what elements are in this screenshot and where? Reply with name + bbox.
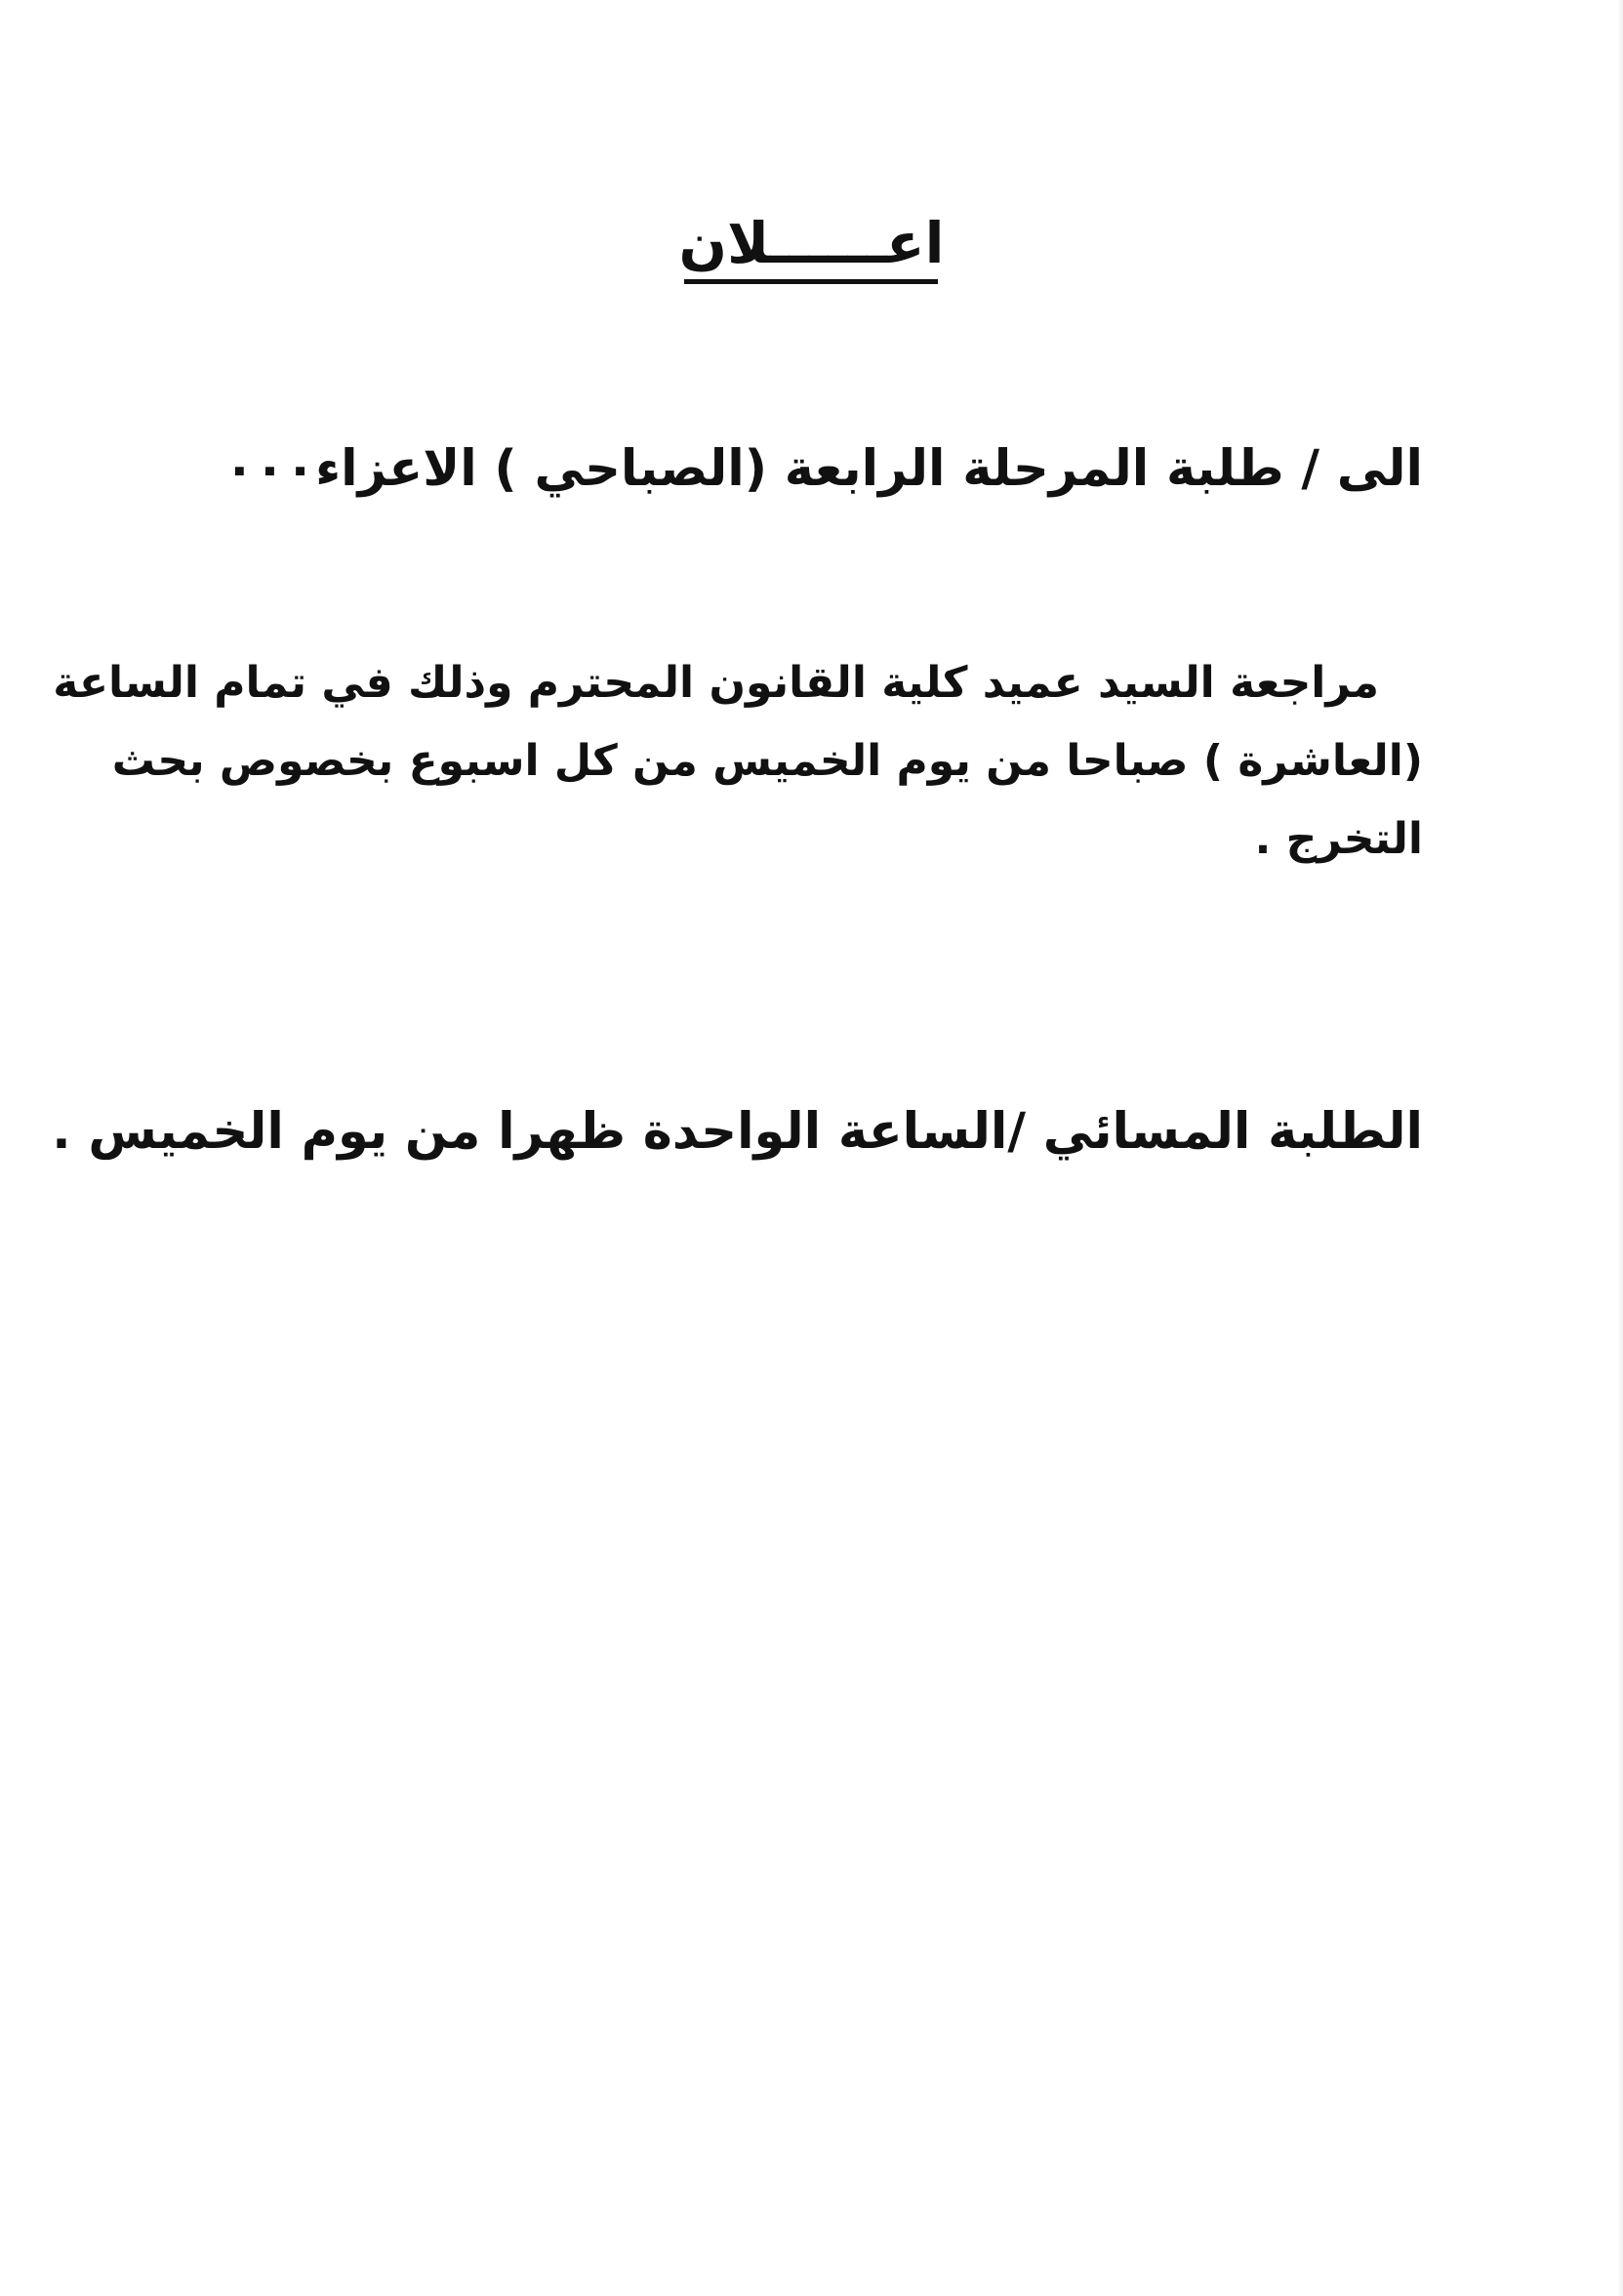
scan-edge-shadow bbox=[1617, 0, 1623, 2296]
body-line-3: التخرج . bbox=[1254, 814, 1423, 864]
evening-students-notice: الطلبة المسائي /الساعة الواحدة ظهرا من يوم الخميس . bbox=[52, 1103, 1423, 1161]
title-underline bbox=[684, 279, 938, 284]
body-line-2: (العاشرة ) صباحا من يوم الخميس من كل اسبوع بخصوص بحث bbox=[111, 736, 1423, 786]
body-line-1: مراجعة السيد عميد كلية القانون المحترم وذلك في تمام الساعة bbox=[53, 658, 1379, 708]
announcement-title: اعــــــلان bbox=[678, 210, 945, 276]
addressee-line: الى / طلبة المرحلة الرابعة (الصباحي ) الاعزاء٠٠٠ bbox=[223, 440, 1423, 498]
announcement-body bbox=[53, 644, 1423, 879]
